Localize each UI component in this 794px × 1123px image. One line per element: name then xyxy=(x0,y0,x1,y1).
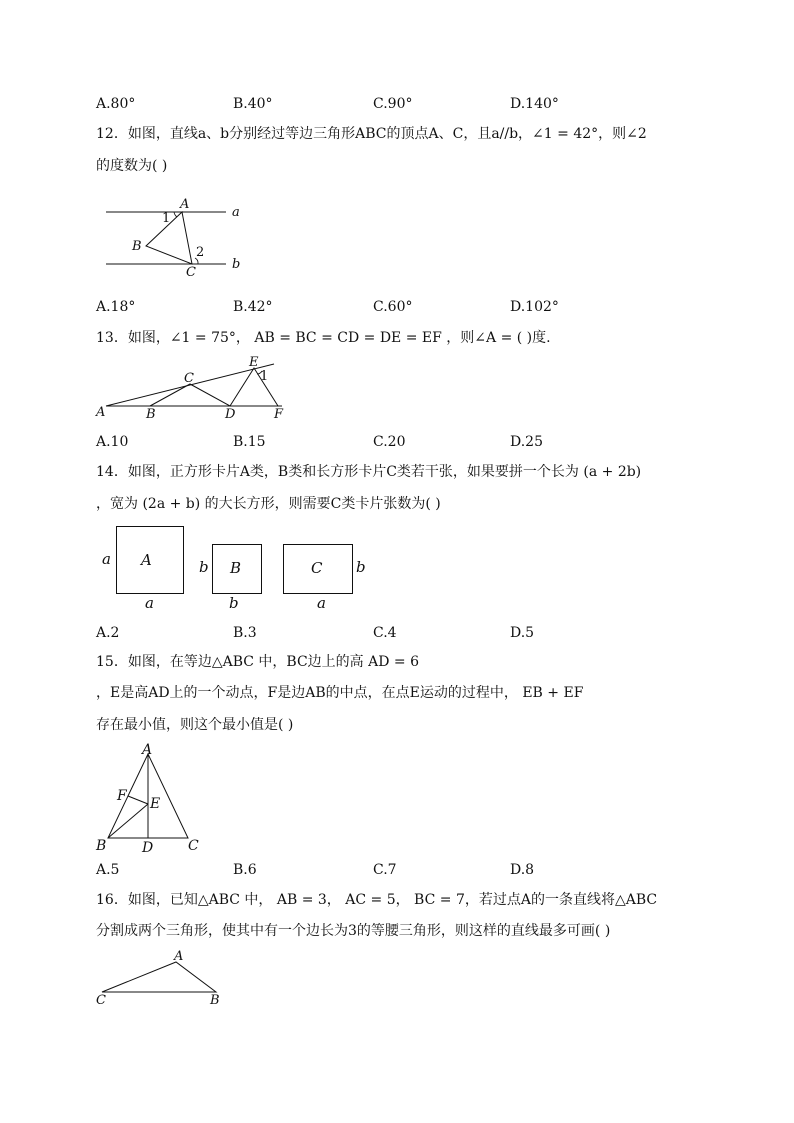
q13-label-angle1: 1 xyxy=(260,369,269,384)
q15-option-a: A.5 xyxy=(96,862,120,878)
q15-option-b: B.6 xyxy=(233,862,257,878)
q12-figure xyxy=(96,196,256,280)
q14-figure xyxy=(96,524,396,616)
q13-option-b: B.15 xyxy=(233,434,266,450)
card-c xyxy=(283,544,353,594)
q13-figure xyxy=(92,352,292,420)
q12-label-line-a: a xyxy=(232,205,240,220)
q16-figure xyxy=(92,948,232,1008)
q14-text-line2: ，宽为 (2a + b) 的大长方形，则需要C类卡片张数为( ) xyxy=(96,496,441,512)
q15-text-line2: ，E是高AD上的一个动点，F是边AB的中点，在点E运动的过程中， EB + EF xyxy=(96,685,584,701)
q12-option-a: A.18° xyxy=(96,299,136,315)
q13-label-d: D xyxy=(225,407,236,420)
card-c-side-label: b xyxy=(356,558,366,576)
q13-text-line1: 13．如图，∠1 = 75°， AB = BC = CD = DE = EF ，则∠A = ( )度. xyxy=(96,330,551,346)
q15-text-line1: 15．如图，在等边△ABC 中，BC边上的高 AD = 6 xyxy=(96,654,419,670)
q13-label-f: F xyxy=(274,407,284,420)
q11-option-c: C.90° xyxy=(373,96,413,112)
card-b-bottom-label: b xyxy=(229,594,239,612)
card-a-side-label: a xyxy=(102,550,111,568)
q13-label-e: E xyxy=(249,355,259,370)
card-b xyxy=(212,544,262,594)
q11-option-a: A.80° xyxy=(96,96,136,112)
q12-label-angle2: 2 xyxy=(196,245,205,260)
q16-label-c: C xyxy=(96,993,106,1008)
card-a xyxy=(116,526,184,594)
q14-option-c: C.4 xyxy=(373,625,397,641)
q15-label-d: D xyxy=(142,840,154,856)
q12-option-b: B.42° xyxy=(233,299,273,315)
card-b-name: B xyxy=(230,559,242,577)
q15-label-f: F xyxy=(117,788,127,804)
card-c-name: C xyxy=(311,559,323,577)
q12-option-d: D.102° xyxy=(510,299,559,315)
q15-option-c: C.7 xyxy=(373,862,397,878)
q12-label-c-vertex: C xyxy=(186,265,196,280)
q13-option-c: C.20 xyxy=(373,434,406,450)
q14-option-a: A.2 xyxy=(96,625,120,641)
q15-label-c: C xyxy=(188,838,199,854)
q15-option-d: D.8 xyxy=(510,862,535,878)
q12-label-a-vertex: A xyxy=(180,197,190,212)
card-a-name: A xyxy=(141,551,152,569)
q15-figure xyxy=(92,742,212,858)
q15-label-b: B xyxy=(96,838,107,854)
q16-label-b: B xyxy=(210,993,220,1008)
q16-text-line2: 分割成两个三角形，使其中有一个边长为3的等腰三角形，则这样的直线最多可画( ) xyxy=(96,923,611,939)
q13-label-c: C xyxy=(184,371,194,386)
q13-label-a: A xyxy=(96,405,106,420)
q12-label-angle1: 1 xyxy=(162,211,171,226)
q12-label-line-b: b xyxy=(232,257,241,272)
q11-option-d: D.140° xyxy=(510,96,559,112)
q12-text-line1: 12．如图，直线a、b分别经过等边三角形ABC的顶点A、C，且a//b，∠1 = 42°，则∠2 xyxy=(96,126,647,142)
q15-text-line3: 存在最小值，则这个最小值是( ) xyxy=(96,717,294,733)
q13-option-d: D.25 xyxy=(510,434,543,450)
q12-option-c: C.60° xyxy=(373,299,413,315)
q12-label-b-vertex: B xyxy=(132,239,142,254)
q12-text-line2: 的度数为( ) xyxy=(96,158,168,174)
q16-text-line1: 16．如图，已知△ABC 中， AB = 3， AC = 5， BC = 7，若过点A的一条直线将△ABC xyxy=(96,892,658,908)
q14-option-d: D.5 xyxy=(510,625,535,641)
q15-label-e: E xyxy=(150,796,161,812)
q16-label-a: A xyxy=(174,949,184,964)
q14-option-b: B.3 xyxy=(233,625,257,641)
q15-label-a: A xyxy=(142,742,153,758)
q13-option-a: A.10 xyxy=(96,434,129,450)
card-c-bottom-label: a xyxy=(317,594,326,612)
q13-label-b: B xyxy=(146,407,156,420)
q11-option-b: B.40° xyxy=(233,96,273,112)
q14-text-line1: 14．如图，正方形卡片A类，B类和长方形卡片C类若干张，如果要拼一个长为 (a + 2b) xyxy=(96,464,642,480)
card-a-bottom-label: a xyxy=(145,594,154,612)
card-b-side-label: b xyxy=(199,558,209,576)
